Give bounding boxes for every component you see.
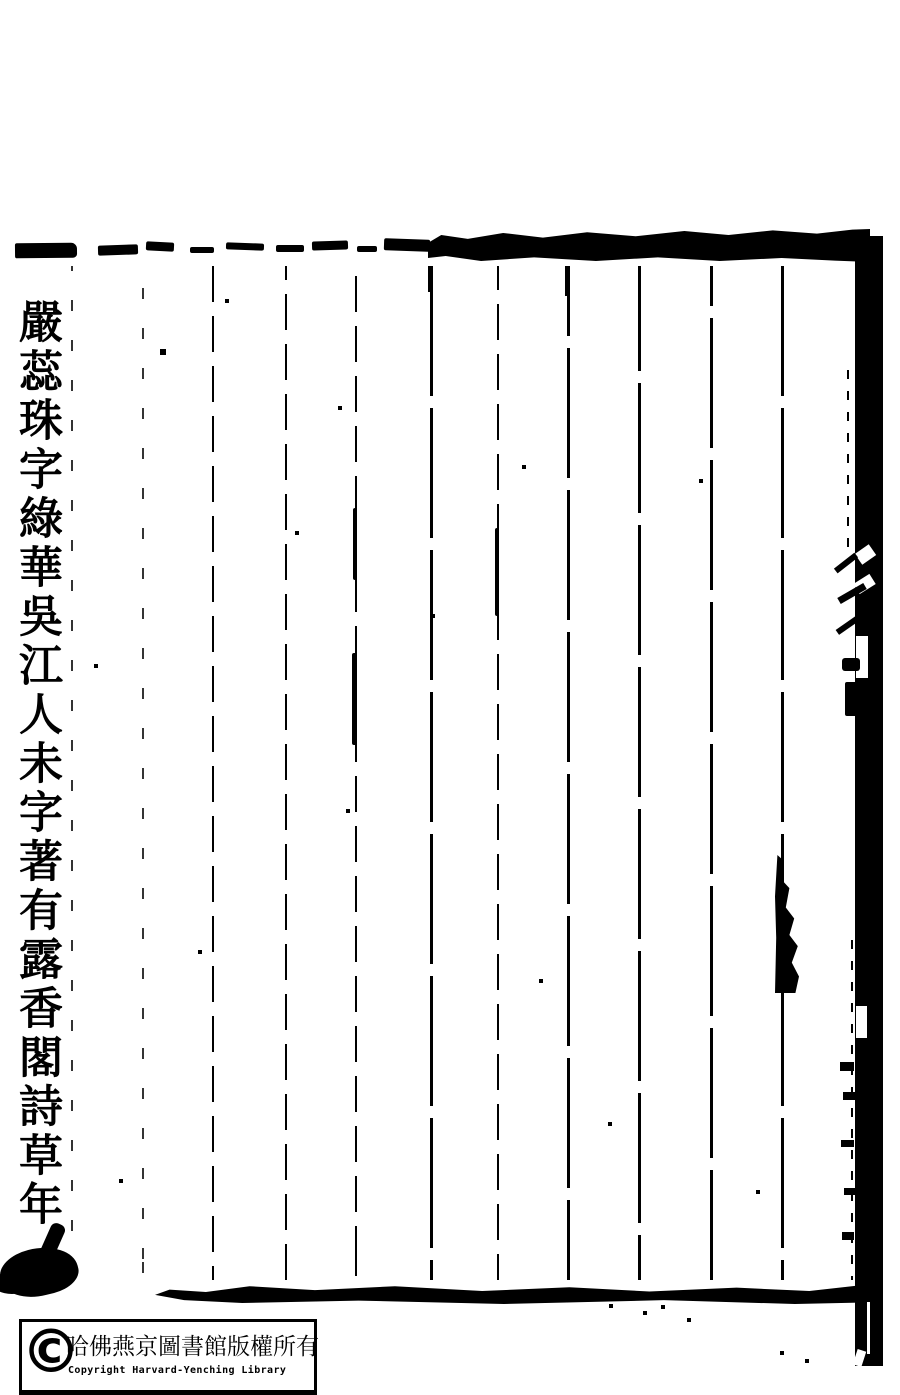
top-border-speck — [312, 240, 348, 250]
column-rule — [285, 266, 287, 1280]
column-rule — [567, 266, 570, 1280]
rule-bold-segment — [353, 508, 357, 580]
spine-notch — [856, 636, 868, 678]
rule-bold-segment — [495, 528, 499, 616]
top-border-speck — [98, 244, 138, 255]
rule-bold-segment — [352, 653, 357, 745]
vertical-text-column: 嚴蕊珠字綠華吳江人未字著有露香閣詩草年 — [11, 299, 62, 1230]
column-rule — [430, 266, 433, 1280]
top-border-left-bar — [15, 243, 77, 259]
top-border-speck — [190, 247, 214, 253]
rule-top-tick — [428, 266, 433, 292]
ink-smudge — [775, 855, 799, 993]
spine-dashed-line — [851, 940, 853, 1280]
spine-dashed-line — [847, 370, 849, 548]
top-border-speck — [384, 238, 430, 252]
top-border-speck — [146, 241, 174, 251]
column-rule — [497, 266, 499, 1280]
column-rule — [142, 266, 144, 1280]
column-rule — [355, 266, 357, 1280]
rule-top-tick — [565, 266, 569, 296]
spine-fragment — [845, 682, 858, 716]
spine-fragment — [844, 1188, 855, 1195]
spine-notch — [856, 1006, 867, 1038]
stamp-english-text: Copyright Harvard-Yenching Library — [68, 1365, 287, 1376]
top-border-speck — [276, 245, 304, 252]
column-rule — [710, 266, 713, 1280]
column-rule — [71, 266, 73, 1280]
spine-notch — [867, 1302, 870, 1354]
column-rule — [212, 266, 214, 1280]
library-stamp — [19, 1319, 317, 1395]
stamp-chinese-text: 哈佛燕京圖書館版權所有 — [66, 1334, 319, 1360]
top-border-speck — [357, 246, 377, 252]
copyright-symbol-icon: © — [21, 1317, 81, 1387]
column-rule — [638, 266, 641, 1280]
column-rule — [781, 266, 784, 1280]
spine-band — [855, 236, 883, 1366]
top-border-speck — [226, 242, 264, 250]
top-border-band — [428, 229, 870, 262]
spine-fragment — [842, 658, 860, 671]
spine-fragment — [843, 1092, 855, 1100]
scan-speckles — [0, 0, 2, 2]
bottom-border-band — [155, 1280, 882, 1304]
